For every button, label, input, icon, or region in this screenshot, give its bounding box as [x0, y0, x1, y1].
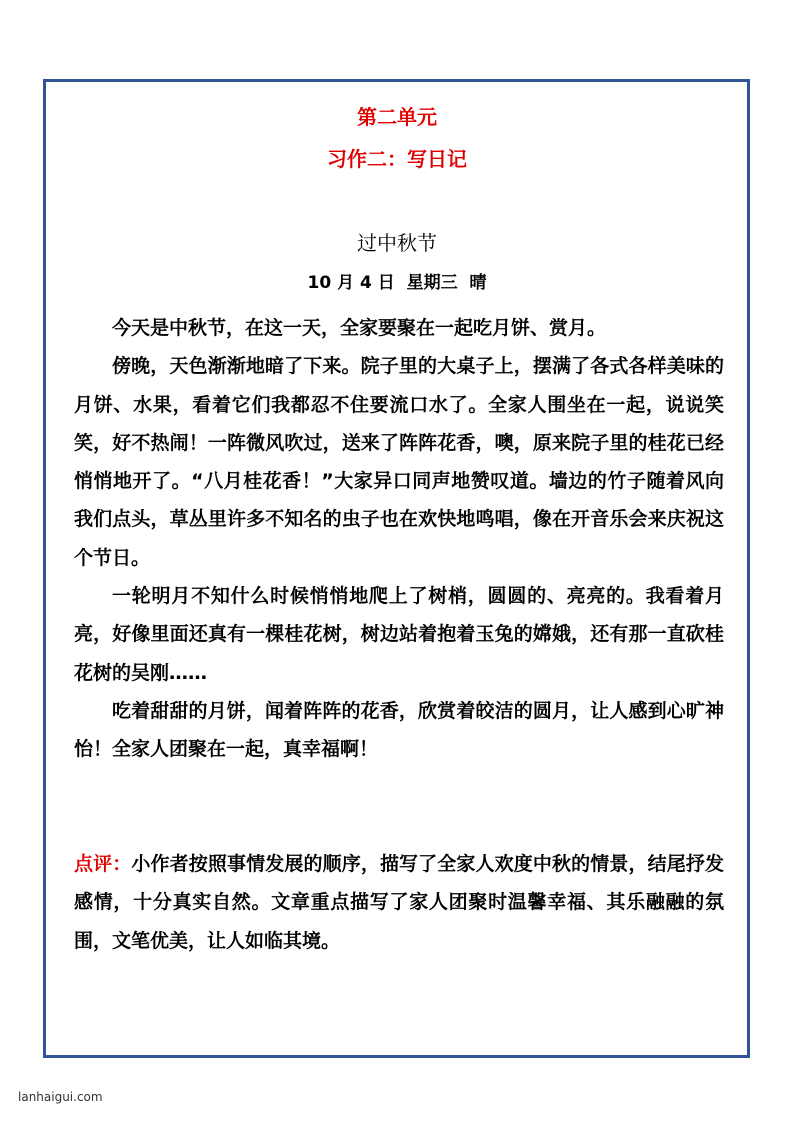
- site-watermark: lanhaigui.com: [18, 1090, 103, 1104]
- essay-date-line: 10 月 4 日 星期三 晴: [307, 273, 487, 293]
- assignment-title: 习作二：写日记: [327, 147, 467, 171]
- essay-paragraph: 傍晚，天色渐渐地暗了下来。院子里的大桌子上，摆满了各式各样美味的月饼、水果，看着它们我都忍不住要流口水了。全家人围坐在一起，说说笑笑，好不热闹！一阵微风吹过，送来了阵阵花香，噢，原来院子里的桂花已经悄悄地开了。“八月桂花香！”大家异口同声地赞叹道。墙边的竹子随着风向我们点头，草丛里许多不知名的虫子也在欢快地鸣唱，像在开音乐会来庆祝这个节日。: [74, 355, 724, 569]
- essay-paragraph: 一轮明月不知什么时候悄悄地爬上了树梢，圆圆的、亮亮的。我看着月亮，好像里面还真有一棵桂花树，树边站着抱着玉兔的嫦娥，还有那一直砍桂花树的吴刚……: [74, 585, 724, 684]
- teacher-comment: [74, 845, 724, 960]
- essay-body: [74, 309, 724, 769]
- essay-paragraph: 今天是中秋节，在这一天，全家要聚在一起吃月饼、赏月。: [112, 317, 607, 339]
- comment-label: 点评：: [74, 853, 132, 875]
- unit-title: 第二单元: [357, 105, 437, 129]
- essay-title: 过中秋节: [357, 231, 437, 255]
- essay-paragraph: 吃着甜甜的月饼，闻着阵阵的花香，欣赏着皎洁的圆月，让人感到心旷神怡！全家人团聚在一起，真幸福啊！: [74, 699, 724, 761]
- comment-text: 小作者按照事情发展的顺序，描写了全家人欢度中秋的情景，结尾抒发感情，十分真实自然。文章重点描写了家人团聚时温馨幸福、其乐融融的氛围，文笔优美，让人如临其境。: [74, 853, 724, 952]
